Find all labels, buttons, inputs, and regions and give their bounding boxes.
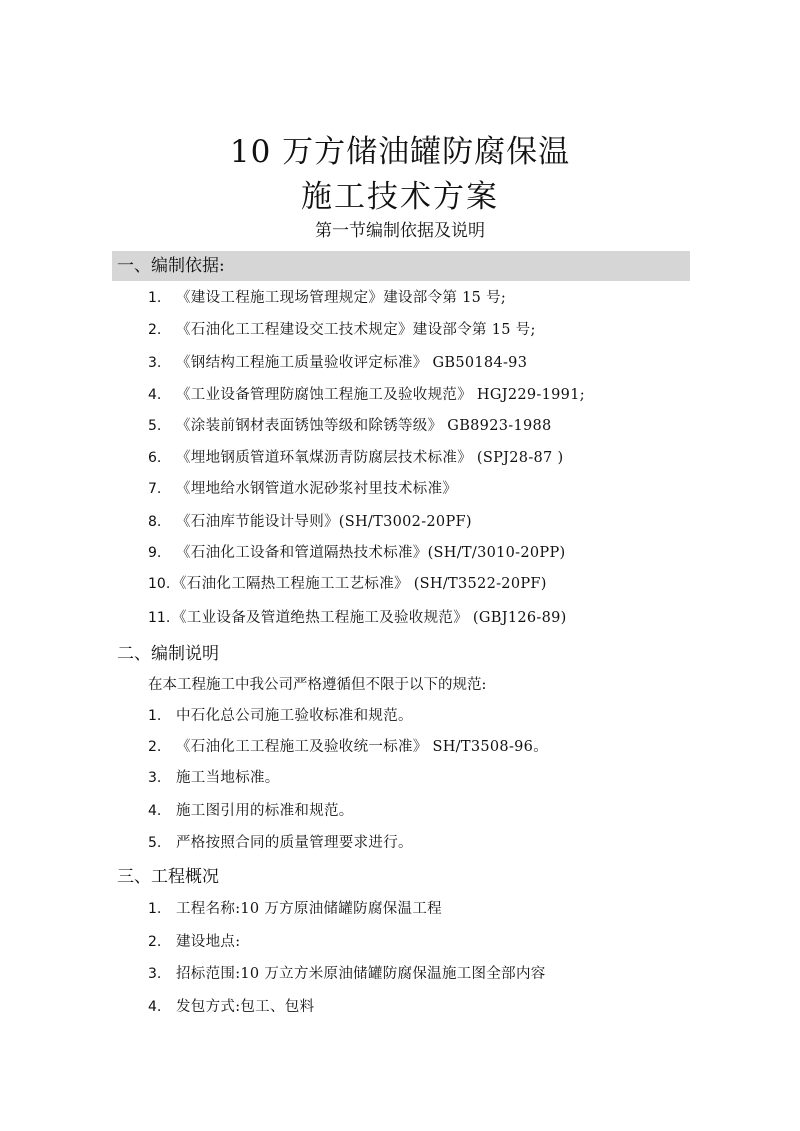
item-number: 2. [148, 322, 162, 338]
section1-item [148, 287, 506, 309]
item-number: 8. [148, 514, 162, 530]
section2-item [148, 736, 548, 758]
item-number: 3. [148, 966, 162, 982]
section1-item [148, 573, 547, 595]
item-text: 招标范围:10 万立方米原油储罐防腐保温施工图全部内容 [176, 966, 546, 982]
item-text: 《埋地给水钢管道水泥砂浆衬里技术标准》 [176, 481, 458, 497]
section3-item [148, 996, 314, 1018]
section3-item [148, 931, 240, 953]
section1-item [148, 319, 536, 341]
item-text: 《钢结构工程施工质量验收评定标准》 GB50184-93 [176, 355, 528, 371]
item-text: 《埋地钢质管道环氧煤沥青防腐层技术标准》 (SPJ28-87 ) [176, 450, 564, 466]
item-text: 严格按照合同的质量管理要求进行。 [176, 835, 413, 851]
doc-subtitle: 第一节编制依据及说明 [315, 221, 485, 241]
item-text: 《石油化工隔热工程施工工艺标准》 (SH/T3522-20PF) [172, 576, 547, 592]
item-text: 施工图引用的标准和规范。 [176, 803, 354, 819]
item-number: 9. [148, 545, 162, 561]
item-number: 2. [148, 934, 162, 950]
item-text: 《工业设备及管道绝热工程施工及验收规范》 (GBJ126-89) [172, 610, 567, 626]
section2-item [148, 832, 413, 854]
section1-item [148, 415, 552, 437]
section1-item [148, 511, 472, 533]
item-text: 建设地点: [176, 934, 241, 950]
item-text: 《建设工程施工现场管理规定》建设部令第 15 号; [176, 290, 507, 306]
section3-item [148, 898, 442, 920]
item-text: 《涂装前钢材表面锈蚀等级和除锈等级》 GB8923-1988 [176, 418, 552, 434]
item-number: 3. [148, 355, 162, 371]
item-number: 1. [148, 708, 162, 724]
section2-item [148, 800, 354, 822]
item-number: 4. [148, 803, 162, 819]
item-text: 施工当地标准。 [176, 770, 280, 786]
item-number: 1. [148, 901, 162, 917]
doc-title-line2: 施工技术方案 [301, 179, 499, 215]
section1-item [148, 384, 585, 406]
item-number: 1. [148, 290, 162, 306]
section2-intro: 在本工程施工中我公司严格遵循但不限于以下的规范: [148, 677, 487, 693]
doc-title-line1: 10 万方储油罐防腐保温 [229, 134, 571, 170]
item-number: 5. [148, 835, 162, 851]
item-number: 4. [148, 999, 162, 1015]
section1-item [148, 542, 566, 564]
item-text: 《石油化工设备和管道隔热技术标准》(SH/T/3010-20PP) [176, 545, 566, 561]
item-number: 11. [148, 610, 171, 626]
item-number: 3. [148, 770, 162, 786]
section2-item [148, 705, 413, 727]
section1-item [148, 607, 567, 629]
item-text: 《工业设备管理防腐蚀工程施工及验收规范》 HGJ229-1991; [176, 387, 585, 403]
section3-heading: 三、工程概况 [117, 867, 219, 887]
item-number: 5. [148, 418, 162, 434]
item-number: 10. [148, 576, 171, 592]
item-text: 中石化总公司施工验收标准和规范。 [176, 708, 413, 724]
item-number: 2. [148, 739, 162, 755]
section3-item [148, 963, 546, 985]
item-text: 《石油库节能设计导则》(SH/T3002-20PF) [176, 514, 472, 530]
item-number: 4. [148, 387, 162, 403]
section1-item [148, 478, 457, 500]
section2-item [148, 767, 280, 789]
section1-heading: 一、编制依据: [112, 251, 690, 281]
section1-item [148, 447, 563, 469]
item-number: 6. [148, 450, 162, 466]
item-text: 工程名称:10 万方原油储罐防腐保温工程 [176, 901, 442, 917]
item-text: 发包方式:包工、包料 [176, 999, 315, 1015]
item-text: 《石油化工工程施工及验收统一标准》 SH/T3508-96。 [176, 739, 548, 755]
item-text: 《石油化工工程建设交工技术规定》建设部令第 15 号; [176, 322, 536, 338]
item-number: 7. [148, 481, 162, 497]
section2-heading: 二、编制说明 [117, 644, 219, 664]
section1-item [148, 352, 527, 374]
